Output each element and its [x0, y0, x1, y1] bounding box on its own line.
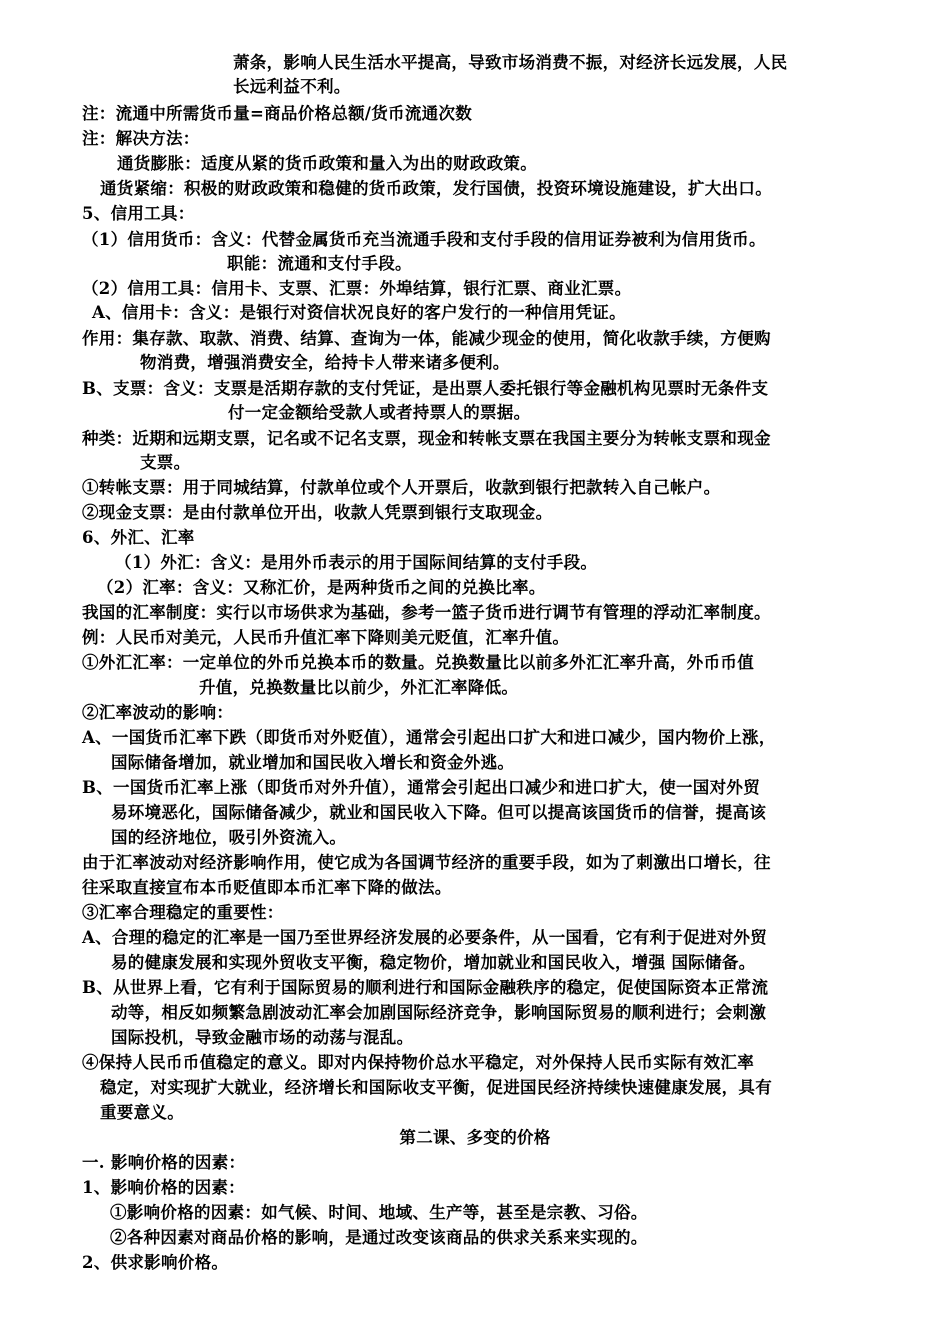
text-line: 支票。 — [140, 453, 191, 472]
section-heading: 第二课、多变的价格 — [399, 1128, 551, 1147]
text-line: ①影响价格的因素：如气候、时间、地域、生产等，甚至是宗教、习俗。 — [110, 1203, 648, 1222]
text-line: 长远利益不利。 — [233, 77, 351, 96]
text-line: 2、供求影响价格。 — [82, 1253, 229, 1272]
text-line: ①转帐支票：用于同城结算，付款单位或个人开票后，收款到银行把款转入自己帐户。 — [82, 478, 721, 497]
text-line: 1、影响价格的因素： — [82, 1178, 245, 1197]
text-line: 通货膨胀：适度从紧的货币政策和量入为出的财政政策。 — [117, 154, 537, 173]
text-line: 注：流通中所需货币量=商品价格总额/货币流通次数 — [82, 104, 473, 123]
text-line: 易环境恶化，国际储备减少，就业和国民收入下降。但可以提高该国货币的信誉，提高该 — [111, 803, 767, 822]
text-line: A、信用卡：含义：是银行对资信状况良好的客户发行的一种信用凭证。 — [92, 303, 626, 322]
text-line: A、合理的稳定的汇率是一国乃至世界经济发展的必要条件，从一国看，它有利于促进对外贸 — [82, 928, 768, 947]
text-line: （2）信用工具：信用卡、支票、汇票：外埠结算，银行汇票、商业汇票。 — [82, 279, 632, 298]
text-line: ③汇率合理稳定的重要性： — [82, 903, 284, 922]
text-line: 物消费，增强消费安全，给持卡人带来诸多便利。 — [140, 353, 510, 372]
text-line: ①外汇汇率：一定单位的外币兑换本币的数量。兑换数量比以前多外汇汇率升高，外币币值 — [82, 653, 754, 672]
text-line: 国的经济地位，吸引外资流入。 — [111, 828, 347, 847]
text-line: 国际投机，导致金融市场的动荡与混乱。 — [111, 1028, 414, 1047]
text-line: 动等，相反如频繁急剧波动汇率会加剧国际经济竞争，影响国际贸易的顺利进行；会刺激 — [111, 1003, 767, 1022]
text-line: 往采取直接宣布本币贬值即本币汇率下降的做法。 — [82, 878, 452, 897]
text-line: 种类：近期和远期支票，记名或不记名支票，现金和转帐支票在我国主要分为转帐支票和现金 — [82, 429, 771, 448]
text-line: 注：解决方法： — [82, 129, 200, 148]
text-line: 升值，兑换数量比以前少，外汇汇率降低。 — [199, 678, 519, 697]
text-line: 稳定，对实现扩大就业，经济增长和国际收支平衡，促进国民经济持续快速健康发展，具有 — [100, 1078, 772, 1097]
text-line: ④保持人民币币值稳定的意义。即对内保持物价总水平稳定，对外保持人民币实际有效汇率 — [82, 1053, 754, 1072]
text-line: 国际储备增加，就业增加和国民收入增长和资金外逃。 — [111, 753, 515, 772]
text-line: 付一定金额给受款人或者持票人的票据。 — [228, 403, 531, 422]
text-line: 通货紧缩：积极的财政政策和稳健的货币政策，发行国债，投资环境设施建设，扩大出口。 — [100, 179, 772, 198]
text-line: 由于汇率波动对经济影响作用，使它成为各国调节经济的重要手段，如为了刺激出口增长，往 — [82, 853, 771, 872]
text-line: ②各种因素对商品价格的影响，是通过改变该商品的供求关系来实现的。 — [110, 1228, 648, 1247]
text-line: 5、信用工具： — [82, 204, 195, 223]
text-line: 职能：流通和支付手段。 — [227, 254, 412, 273]
text-line: 易的健康发展和实现外贸收支平衡，稳定物价，增加就业和国民收入，增强 国际储备。 — [111, 953, 756, 972]
text-line: ②现金支票：是由付款单位开出，收款人凭票到银行支取现金。 — [82, 503, 553, 522]
text-line: 例：人民币对美元，人民币升值汇率下降则美元贬值，汇率升值。 — [82, 628, 570, 647]
text-line: A、一国货币汇率下跌（即货币对外贬值），通常会引起出口扩大和进口减少，国内物价上涨， — [82, 728, 776, 747]
text-line: 6、外汇、汇率 — [82, 528, 195, 547]
text-line: B、支票：含义：支票是活期存款的支付凭证，是出票人委托银行等金融机构见票时无条件支 — [82, 379, 769, 398]
text-line: （1）外汇：含义：是用外币表示的用于国际间结算的支付手段。 — [115, 553, 598, 572]
text-line: B、从世界上看，它有利于国际贸易的顺利进行和国际金融秩序的稳定，促使国际资本正常流 — [82, 978, 769, 997]
text-line: 萧条，影响人民生活水平提高，导致市场消费不振，对经济长远发展，人民 — [233, 53, 788, 72]
text-line: 作用：集存款、取款、消费、结算、查询为一体，能减少现金的使用，简化收款手续，方便购 — [82, 329, 771, 348]
text-line: B、一国货币汇率上涨（即货币对外升值），通常会引起出口减少和进口扩大，使一国对外贸 — [82, 778, 760, 797]
text-line: （1）信用货币：含义：代替金属货币充当流通手段和支付手段的信用证券被利为信用货币。 — [82, 230, 766, 249]
text-line: （2）汇率：含义：又称汇价，是两种货币之间的兑换比率。 — [97, 578, 546, 597]
text-line: 我国的汇率制度：实行以市场供求为基础，参考一篮子货币进行调节有管理的浮动汇率制度。 — [82, 603, 771, 622]
text-line: 一. 影响价格的因素： — [82, 1153, 246, 1172]
text-line: ②汇率波动的影响： — [82, 703, 234, 722]
text-line: 重要意义。 — [100, 1103, 184, 1122]
